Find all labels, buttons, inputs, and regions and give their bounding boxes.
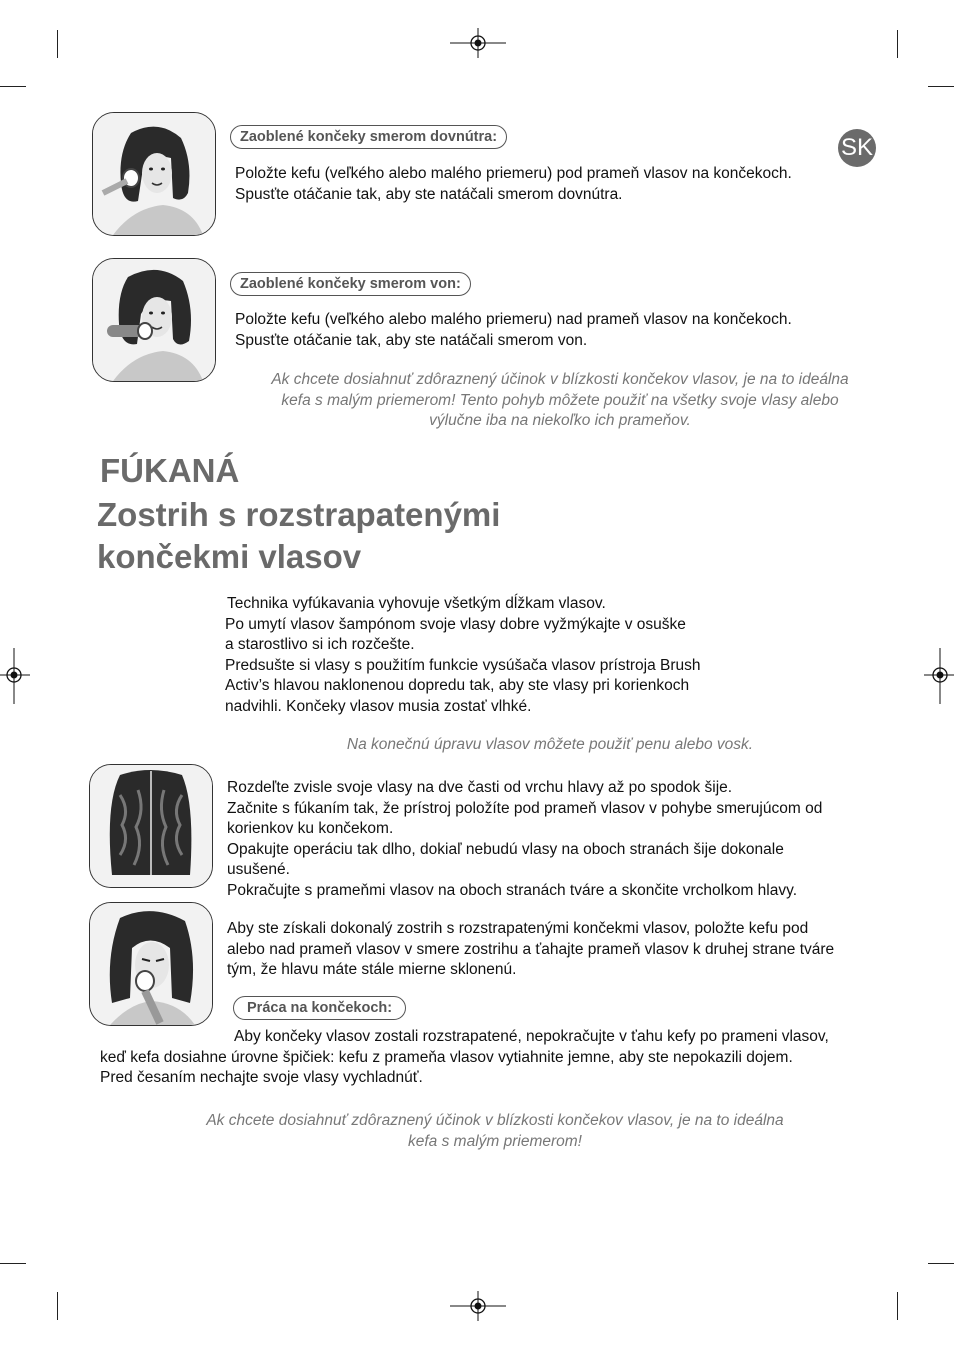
crop-mark [0,1263,26,1264]
illustration-hair-back [89,764,213,888]
text-line: korienkov ku končekom. [227,820,394,837]
page-title: FÚKANÁ [100,452,240,489]
language-badge: SK [838,129,876,167]
text-line: Aby ste získali dokonalý zostrih s rozstrapatenými končekmi vlasov, položte kefu pod [227,920,809,937]
text-line: Activ’s hlavou naklonenou dopredu tak, aby ste vlasy pri korienkoch [225,677,690,694]
text-line: Spusťte otáčanie tak, aby ste natáčali smerom dovnútra. [235,185,623,203]
section-title-curl-inward: Zaoblené končeky smerom dovnútra: [230,125,507,149]
text-line: Pred česaním nechajte svoje vlasy vychladnúť. [100,1069,423,1086]
crop-mark [0,86,26,87]
illustration-curl-outward [92,258,216,382]
section-title-curl-outward: Zaoblené končeky smerom von: [230,272,471,296]
section1-text [235,164,792,205]
intro-text [225,594,701,717]
text-line: Položte kefu (veľkého alebo malého priemeru) nad prameň vlasov na končekoch. [235,311,792,328]
tip-note [150,1111,840,1152]
text-line: kefa s malým priemerom! [408,1132,582,1150]
text-line: Po umytí vlasov šampónom svoje vlasy dobre vyžmýkajte v osuške [225,615,686,633]
text-line: alebo nad prameň vlasov v smere zostrihu a ťahajte prameň vlasov k druhej strane tváre [227,940,835,958]
text-line: Opakujte operáciu tak dlho, dokiaľ nebudú vlasy na oboch stranách šije dokonale [227,840,784,858]
crop-mark [928,86,954,87]
registration-mark-icon [450,28,506,58]
text-line: Technika vyfúkavania vyhovuje všetkým dĺžkam vlasov. [227,595,606,612]
text-line: Položte kefu (veľkého alebo malého priemeru) pod prameň vlasov na končekoch. [235,165,792,182]
text-line: Začnite s fúkaním tak, že prístroj položíte pod prameň vlasov v pohybe smerujúcom od [227,799,823,817]
section2-text [235,310,792,351]
registration-mark-icon [450,1291,506,1321]
text-line: Pokračujte s prameňmi vlasov na oboch stranách tváre a skončite vrcholkom hlavy. [227,881,798,899]
text-line: Predsušte si vlasy s použitím funkcie vysúšača vlasov prístroja Brush [225,656,701,674]
finish-text [227,919,834,981]
tip-note: Na konečnú úpravu vlasov môžete použiť penu alebo vosk. [346,736,754,753]
text-line: a starostlivo si ich rozčešte. [225,636,415,653]
text-line: Rozdeľte zvisle svoje vlasy na dve časti od vrchu hlavy až po spodok šije. [227,779,733,796]
page-subtitle: Zostrih s rozstrapatenými [97,496,501,533]
crop-mark [57,30,58,58]
crop-mark [57,1292,58,1320]
registration-mark-icon [924,648,954,704]
crop-mark [928,1263,954,1264]
crop-mark [897,1292,898,1320]
text-line: Ak chcete dosiahnuť zdôraznený účinok v blízkosti končekov vlasov, je na to ideálna [206,1112,784,1129]
text-line: nadvihli. Končeky vlasov musia zostať vlhké. [225,697,532,715]
text-line: keď kefa dosiahne úrovne špičiek: kefu z prameňa vlasov vytiahnite jemne, aby ste nepokazili dojem. [100,1048,793,1066]
illustration-face-brush [89,902,213,1026]
text-line: tým, že hlavu máte stále mierne sklonenú. [227,961,517,978]
text-line: výlučne iba na niekoľko ich prameňov. [429,412,691,429]
page-subtitle: končekmi vlasov [97,538,362,575]
tips-text [100,1027,829,1089]
text-line: Spusťte otáčanie tak, aby ste natáčali smerom von. [235,331,588,349]
section-title-tips: Práca na končekoch: [233,996,406,1020]
registration-mark-icon [0,648,30,704]
steps-text [227,778,822,901]
text-line: Ak chcete dosiahnuť zdôraznený účinok v blízkosti končekov vlasov, je na to ideálna [271,371,849,388]
crop-mark [897,30,898,58]
text-line: usušené. [227,861,290,878]
illustration-curl-inward [92,112,216,236]
text-line: kefa s malým priemerom! Tento pohyb môžete použiť na všetky svoje vlasy alebo [281,391,839,409]
tip-note [215,370,905,432]
text-line: Aby končeky vlasov zostali rozstrapatené, nepokračujte v ťahu kefy po prameni vlasov, [234,1028,829,1045]
